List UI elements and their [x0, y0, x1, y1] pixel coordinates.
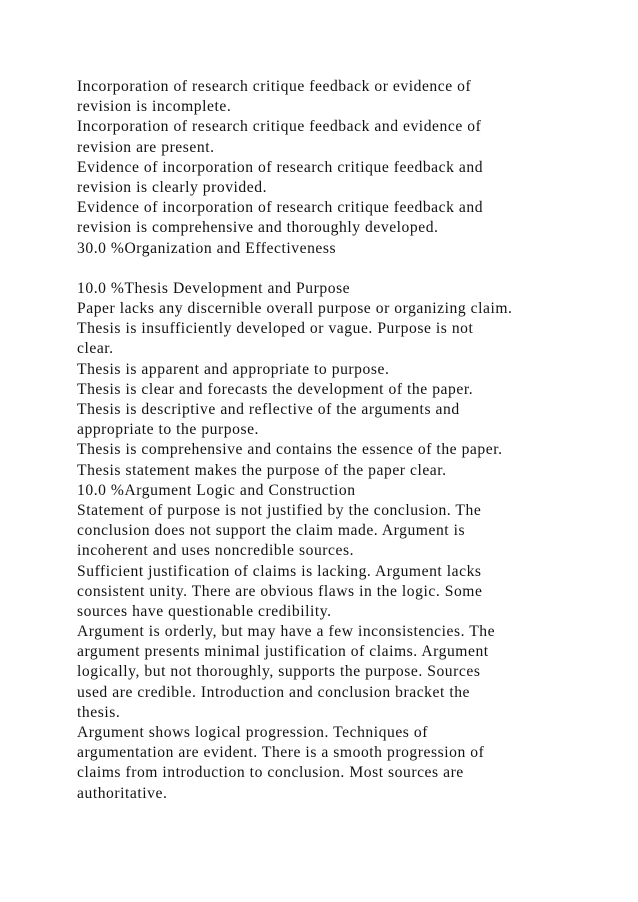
- text-line: used are credible. Introduction and conclusion bracket the: [77, 683, 471, 701]
- text-line: revision is incomplete.: [77, 98, 232, 116]
- text-line: Argument is orderly, but may have a few inconsistencies. The: [77, 623, 496, 641]
- text-line: revision is comprehensive and thoroughly developed.: [77, 219, 439, 237]
- text-line: Thesis is apparent and appropriate to purpose.: [77, 360, 390, 378]
- text-line: Incorporation of research critique feedback and evidence of: [77, 118, 482, 136]
- text-line: appropriate to the purpose.: [77, 421, 259, 439]
- text-line: Paper lacks any discernible overall purpose or organizing claim.: [77, 300, 513, 318]
- text-line: Statement of purpose is not justified by the conclusion. The: [77, 501, 482, 519]
- text-line: Evidence of incorporation of research critique feedback and: [77, 158, 484, 176]
- text-line: clear.: [77, 340, 114, 358]
- text-line: Thesis is insufficiently developed or vague. Purpose is not: [77, 320, 474, 338]
- text-line: conclusion does not support the claim made. Argument is: [77, 522, 466, 540]
- section-heading-organization: 30.0 %Organization and Effectiveness: [77, 239, 337, 257]
- text-line: argument presents minimal justification of claims. Argument: [77, 643, 489, 661]
- text-line: sources have questionable credibility.: [77, 602, 332, 620]
- text-line: Argument shows logical progression. Techniques of: [77, 724, 428, 741]
- text-line: incoherent and uses noncredible sources.: [77, 542, 355, 560]
- text-line: thesis.: [77, 703, 121, 721]
- blank-line: [77, 259, 617, 279]
- text-line: Thesis statement makes the purpose of the paper clear.: [77, 461, 447, 479]
- text-line: argumentation are evident. There is a smooth progression of: [77, 744, 485, 762]
- text-line: Incorporation of research critique feedback or evidence of: [77, 78, 472, 95]
- text-line: Thesis is comprehensive and contains the essence of the paper.: [77, 441, 503, 459]
- section-heading-argument: 10.0 %Argument Logic and Construction: [77, 481, 356, 499]
- text-line: Evidence of incorporation of research critique feedback and: [77, 199, 484, 217]
- document-page: [77, 77, 617, 804]
- text-line: logically, but not thoroughly, supports the purpose. Sources: [77, 663, 481, 681]
- section-heading-thesis: 10.0 %Thesis Development and Purpose: [77, 279, 351, 297]
- text-line: Thesis is clear and forecasts the development of the paper.: [77, 380, 474, 398]
- text-line: authoritative.: [77, 784, 168, 802]
- text-line: claims from introduction to conclusion. Most sources are: [77, 764, 464, 782]
- text-line: Sufficient justification of claims is lacking. Argument lacks: [77, 562, 482, 580]
- text-line: revision are present.: [77, 138, 215, 156]
- text-line: Thesis is descriptive and reflective of the arguments and: [77, 401, 460, 418]
- text-line: revision is clearly provided.: [77, 178, 268, 196]
- text-line: consistent unity. There are obvious flaws in the logic. Some: [77, 582, 483, 600]
